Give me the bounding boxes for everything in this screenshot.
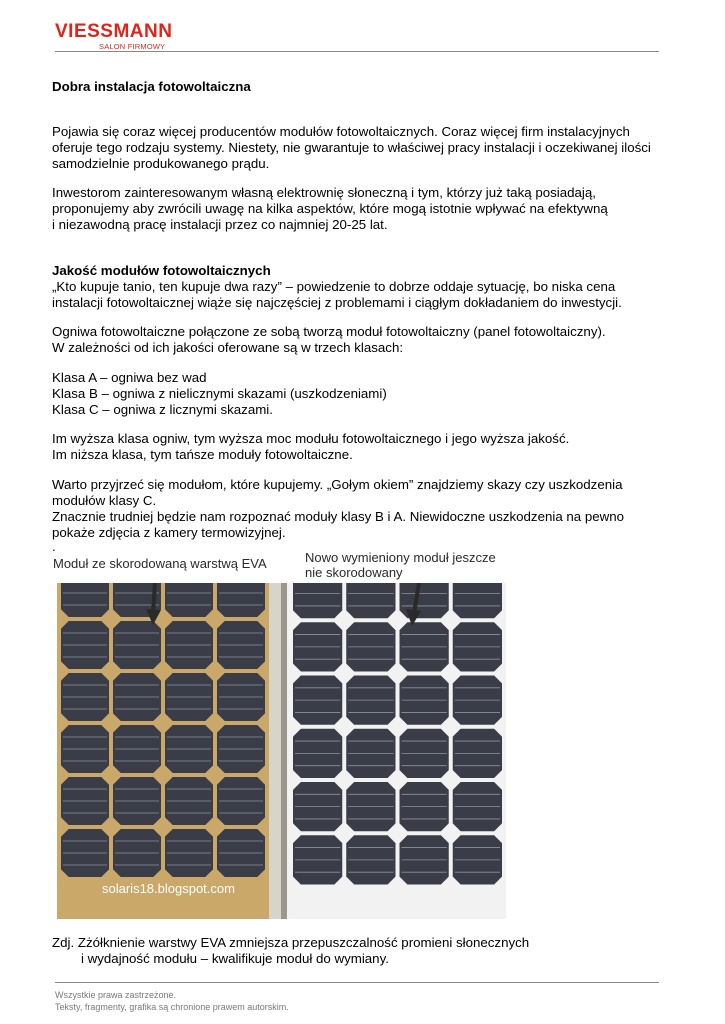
solar-cell <box>453 583 502 618</box>
class-list: Klasa A – ogniwa bez wad Klasa B – ogniwa z nielicznymi skazami (uszkodzeniami) Klasa C – ogniwa z licznymi skazami. <box>52 370 387 417</box>
figure-caption-line2: i wydajność modułu – kwalifikuje moduł do wymiany. <box>81 951 389 966</box>
photo-watermark: solaris18.blogspot.com <box>102 881 235 896</box>
solar-panels-illustration <box>57 583 506 919</box>
solar-cell <box>293 583 342 618</box>
figure-label-left: Moduł ze skorodowaną warstwą EVA <box>53 556 267 571</box>
figure-caption-line1: Zdj. Zżółknienie warstwy EVA zmniejsza przepuszczalność promieni słonecznych <box>52 935 530 950</box>
paragraph-quality: Im wyższa klasa ogniw, tym wyższa moc modułu fotowoltaicznego i jego wyższa jakość. Im niższa klasa, tym tańsze moduły fotowoltaiczne. <box>52 431 570 462</box>
stray-dot: . <box>52 539 56 554</box>
footer-rule <box>55 982 659 983</box>
solar-panels-photo <box>57 583 506 919</box>
paragraph-quote: „Kto kupuje tanio, ten kupuje dwa razy” – powiedzenie to dobrze oddaje sytuację, bo niska cena instalacji fotowoltaicznej wiąże się najczęściej z problemami i ciągłym dokładaniem do inwestycji. <box>52 279 622 310</box>
solar-cell <box>61 583 109 617</box>
solar-cell <box>400 583 449 618</box>
solar-cell <box>165 583 213 617</box>
section-heading: Jakość modułów fotowoltaicznych <box>52 263 271 278</box>
header-rule <box>55 51 659 52</box>
paragraph-intro: Pojawia się coraz więcej producentów modułów fotowoltaicznych. Coraz więcej firm instalacyjnych oferuje tego rodzaju systemy. Niestety, nie gwarantuje to właściwej pracy instalacji i oczekiwanej ilości samodzielnie produkowanego prądu. <box>52 124 651 171</box>
solar-cell <box>346 583 395 618</box>
paragraph-investors: Inwestorom zainteresowanym własną elektrownię słoneczną i tym, którzy już taką posiadają, proponujemy aby zwrócili uwagę na kilka aspektów, które mogą istotnie wpływać na efektywną i niezawodną pracę instalacji przez co najmniej 20-25 lat. <box>52 185 608 232</box>
footer-rights: Wszystkie prawa zastrzeżone. <box>55 990 177 1000</box>
paragraph-cells: Ogniwa fotowoltaiczne połączone ze sobą tworzą moduł fotowoltaiczny (panel fotowoltaiczny). W zależności od ich jakości oferowane są w trzech klasach: <box>52 324 606 355</box>
figure-label-right: Nowo wymieniony moduł jeszcze nie skorodowany <box>305 550 496 580</box>
paragraph-inspect: Warto przyjrzeć się modułom, które kupujemy. „Gołym okiem” znajdziemy skazy czy uszkodzenia modułów klasy C. Znacznie trudniej będzie nam rozpoznać moduły klasy B i A. Niewidoczne uszkodzenia na pewno pokaże zdjęcia z kamery termowizyjnej. <box>52 477 625 540</box>
document-title: Dobra instalacja fotowoltaiczna <box>52 79 251 94</box>
logo-brand: VIESSMANN <box>55 21 173 42</box>
viessmann-logo <box>55 22 185 54</box>
logo-subtitle: SALON FIRMOWY <box>99 42 166 51</box>
footer-copyright: Teksty, fragmenty, grafika są chronione prawem autorskim. <box>55 1002 289 1012</box>
solar-cell <box>217 583 265 617</box>
